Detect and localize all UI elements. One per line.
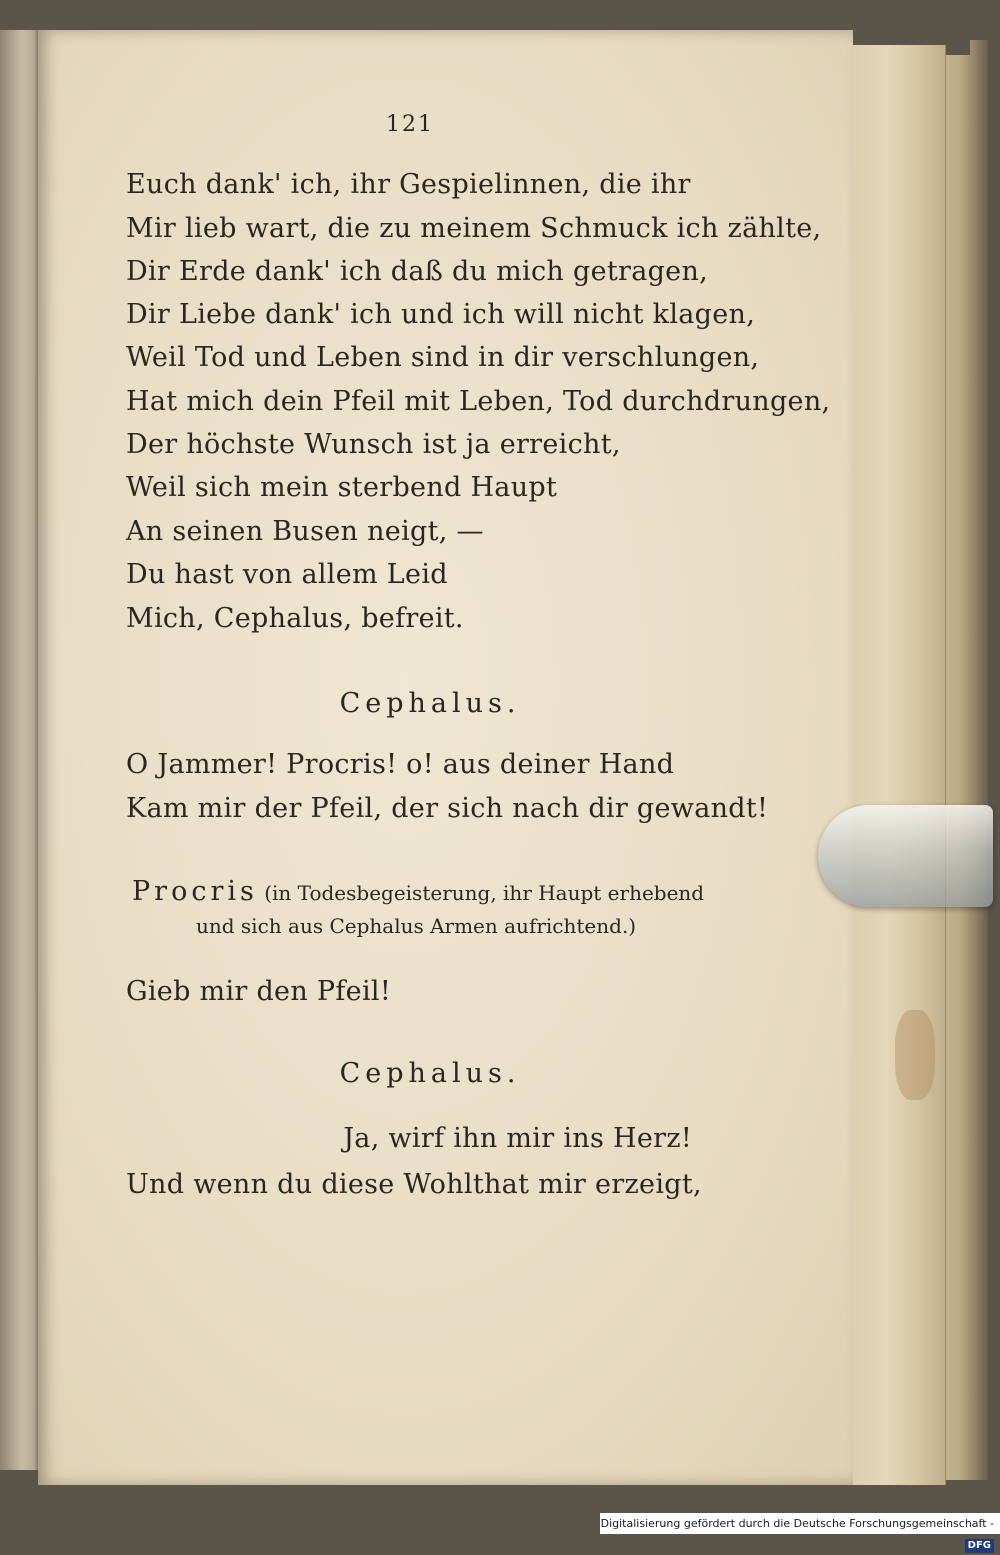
- verse-line: Euch dank' ich, ihr Gespielinnen, die ihr: [126, 169, 691, 200]
- verse-line: Dir Liebe dank' ich und ich will nicht klagen,: [126, 299, 756, 330]
- dfg-logo: DFG: [965, 1539, 994, 1553]
- verse-line: Kam mir der Pfeil, der sich nach dir gewandt!: [126, 793, 769, 824]
- paper-stain: [895, 1010, 935, 1100]
- speaker-heading: Cephalus.: [339, 1058, 521, 1089]
- left-page-edge: [0, 30, 40, 1470]
- verse-line: Weil Tod und Leben sind in dir verschlungen,: [126, 342, 760, 373]
- verse-line: O Jammer! Procris! o! aus deiner Hand: [126, 749, 675, 780]
- verse-line: Mich, Cephalus, befreit.: [126, 603, 464, 634]
- verse-line: Weil sich mein sterbend Haupt: [126, 472, 558, 503]
- verse-line: Gieb mir den Pfeil!: [126, 976, 391, 1007]
- verse-line: Hat mich dein Pfeil mit Leben, Tod durchdrungen,: [126, 386, 831, 417]
- footer-credit: [600, 1513, 1000, 1551]
- page-number: 121: [386, 112, 434, 137]
- book-block-edge: [850, 45, 946, 1485]
- footer-text: Digitalisierung gefördert durch die Deutsche Forschungsgemeinschaft -: [600, 1517, 994, 1530]
- verse-line: An seinen Busen neigt, —: [126, 516, 484, 547]
- stage-speaker: Procris: [132, 876, 258, 907]
- verse-line: Der höchste Wunsch ist ja erreicht,: [126, 429, 621, 460]
- verse-line: Mir lieb wart, die zu meinem Schmuck ich zählte,: [126, 213, 822, 244]
- stage-direction: [132, 876, 712, 907]
- verse-line-right: Ja, wirf ihn mir ins Herz!: [343, 1123, 692, 1154]
- verse-line: Und wenn du diese Wohlthat mir erzeigt,: [126, 1169, 702, 1200]
- verse-line: Dir Erde dank' ich daß du mich getragen,: [126, 256, 709, 287]
- stage-direction-line-2: und sich aus Cephalus Armen aufrichtend.): [196, 914, 637, 938]
- verse-line: Du hast von allem Leid: [126, 559, 448, 590]
- speaker-heading: Cephalus.: [339, 688, 521, 719]
- stage-direction-line-1: (in Todesbegeisterung, ihr Haupt erhebend: [264, 881, 705, 905]
- holding-clip: [818, 805, 993, 907]
